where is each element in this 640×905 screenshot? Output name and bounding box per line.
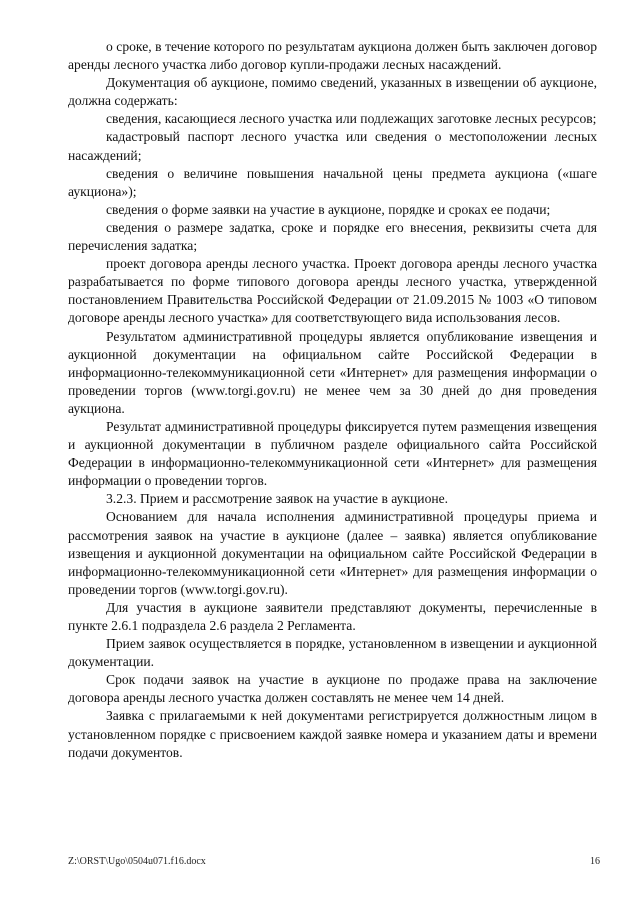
paragraph-lease-draft: проект договора аренды лесного участка. Проект договора аренды лесного участка разрабатывается по форме типового договора аренды лесного участка, утвержденной постановлением Правительства Российской Федерации от 21.09.2015 № 1003 «О типовом договоре аренды лесного участка» для соответствующего вида использования лесов.: [68, 256, 597, 326]
paragraph-cadastral-passport: кадастровый паспорт лесного участка или сведения о местоположении лесных насаждений;: [68, 129, 597, 163]
document-body: [68, 38, 597, 762]
paragraph-contract-term: о сроке, в течение которого по результатам аукциона должен быть заключен договор аренды лесного участка либо договор купли-продажи лесных насаждений.: [68, 39, 597, 73]
paragraph-registration: Заявка с прилагаемыми к ней документами регистрируется должностным лицом в установленном порядке с присвоением каждой заявке номера и указанием даты и времени подачи документов.: [68, 708, 597, 760]
paragraph-documentation-intro: Документация об аукционе, помимо сведений, указанных в извещении об аукционе, должна содержать:: [68, 75, 597, 109]
paragraph-application-form: сведения о форме заявки на участие в аукционе, порядке и сроках ее подачи;: [106, 201, 551, 217]
paragraph-auction-step: сведения о величине повышения начальной цены предмета аукциона («шаге аукциона»);: [68, 165, 597, 199]
paragraph-submission-period: Срок подачи заявок на участие в аукционе по продаже права на заключение договора аренды лесного участка должен составлять не менее чем 14 дней.: [68, 672, 597, 706]
paragraph-grounds: Основанием для начала исполнения административной процедуры приема и рассмотрения заявок на участие в аукционе (далее – заявка) является опубликование извещения и аукционной документации на официальном сайте Российской Федерации в информационно-телекоммуникационной сети «Интернет» для размещения информации о проведении торгов (www.torgi.gov.ru).: [68, 509, 597, 597]
section-heading-3-2-3: 3.2.3. Прием и рассмотрение заявок на участие в аукционе.: [106, 491, 449, 507]
paragraph-deposit: сведения о размере задатка, сроке и порядке его внесения, реквизиты счета для перечисления задатка;: [68, 219, 597, 254]
paragraph-forest-plot-info: сведения, касающиеся лесного участка или подлежащих заготовке лесных ресурсов;: [106, 111, 597, 127]
footer-file-path: Z:\ORST\Ugo\0504u071.f16.docx: [68, 856, 206, 867]
paragraph-acceptance: Прием заявок осуществляется в порядке, установленном в извещении и аукционной документации.: [68, 636, 597, 670]
paragraph-result-recording: Результат административной процедуры фиксируется путем размещения извещения и аукционной документации в публичном разделе официального сайта Российской Федерации в информационно-телекоммуникационной сети «Интернет» для размещения информации о проведении торгов.: [68, 418, 597, 489]
paragraph-procedure-result: Результатом административной процедуры является опубликование извещения и аукционной документации на официальном сайте Российской Федерации в информационно-телекоммуникационной сети «Интернет» для размещения информации о проведении торгов (www.torgi.gov.ru) не менее чем за 30 дней до дня проведения аукциона.: [68, 328, 597, 416]
paragraph-participation-docs: Для участия в аукционе заявители представляют документы, перечисленные в пункте 2.6.1 подраздела 2.6 раздела 2 Регламента.: [68, 599, 597, 633]
page-number: 16: [590, 856, 600, 867]
